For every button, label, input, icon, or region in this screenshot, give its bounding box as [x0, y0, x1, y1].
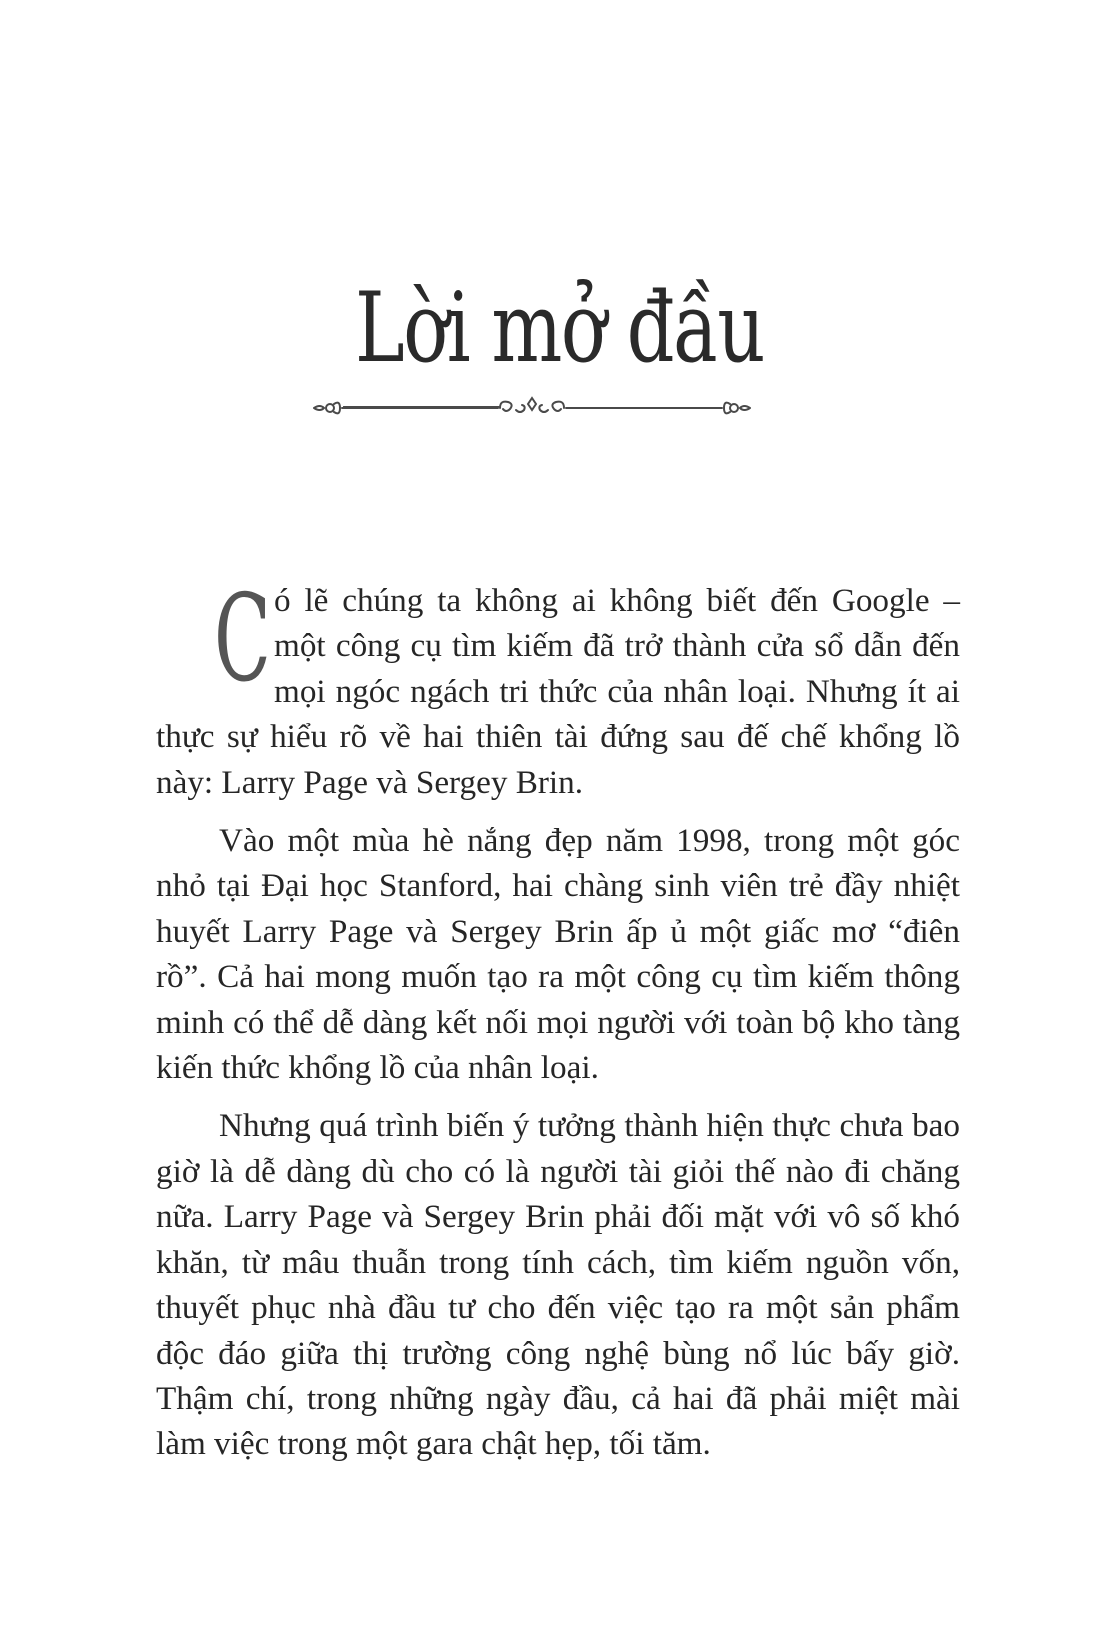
drop-cap: C	[214, 570, 271, 709]
page-title: Lời mở đầu	[355, 272, 764, 384]
paragraph-1	[156, 570, 960, 805]
ornament-flourish-icon	[312, 394, 760, 422]
paragraph-1-text: ó lẽ chúng ta không ai không biết đến Google – một công cụ tìm kiếm đã trở thành cửa sổ dẫn đến mọi ngóc ngách tri thức của nhân loại. Nhưng ít ai thực sự hiểu rõ về hai thiên tài đứng sau đế chế khổng lồ này: Larry Page và Sergey Brin.	[156, 582, 960, 801]
paragraph-3: Nhưng quá trình biến ý tưởng thành hiện thực chưa bao giờ là dễ dàng dù cho có là người tài giỏi thế nào đi chăng nữa. Larry Page và Sergey Brin phải đối mặt với vô số khó khăn, từ mâu thuẫn trong tính cách, tìm kiếm nguồn vốn, thuyết phục nhà đầu tư cho đến việc tạo ra một sản phẩm độc đáo giữa thị trường công nghệ bùng nổ lúc bấy giờ. Thậm chí, trong những ngày đầu, cả hai đã phải miệt mài làm việc trong một gara chật hẹp, tối tăm.	[156, 1107, 960, 1463]
paragraph-2: Vào một mùa hè nắng đẹp năm 1998, trong một góc nhỏ tại Đại học Stanford, hai chàng sinh viên trẻ đầy nhiệt huyết Larry Page và Sergey Brin ấp ủ một giấc mơ “điên rồ”. Cả hai mong muốn tạo ra một công cụ tìm kiếm thông minh có thể dễ dàng kết nối mọi người với toàn bộ kho tàng kiến thức khổng lồ của nhân loại.	[156, 822, 960, 1087]
preface-body	[156, 570, 960, 1480]
